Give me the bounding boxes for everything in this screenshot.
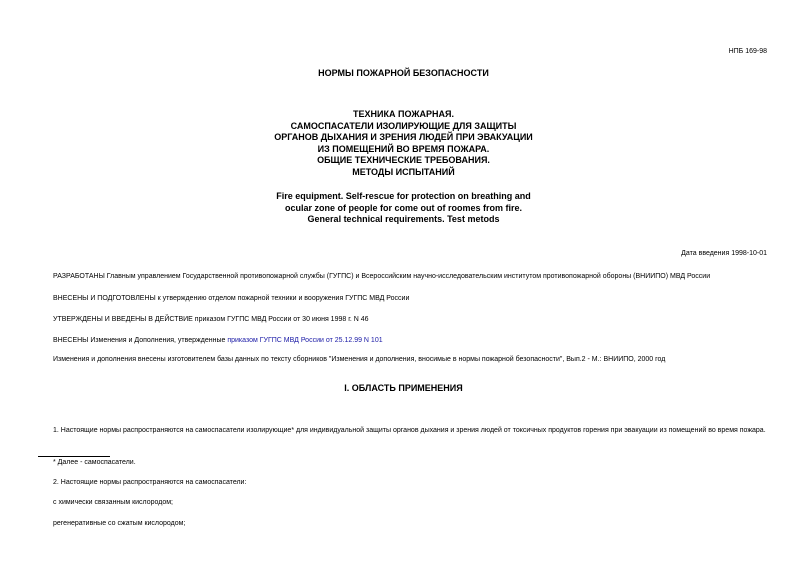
clause-2: 2. Настоящие нормы распространяются на самоспасатели: xyxy=(53,479,247,486)
english-title-line: Fire equipment. Self-rescue for protection on breathing and xyxy=(276,191,531,201)
title-line: ОБЩИЕ ТЕХНИЧЕСКИЕ ТРЕБОВАНИЯ. xyxy=(317,155,490,165)
list-item: с химически связанным кислородом; xyxy=(53,499,173,506)
amendments-prefix: ВНЕСЕНЫ Изменения и Дополнения, утвержденные xyxy=(53,337,228,344)
clause-1: 1. Настоящие нормы распространяются на самоспасатели изолирующие* для индивидуальной защиты органов дыхания и зрения людей от токсичных продуктов горения при эвакуации из помещений во время пожара. xyxy=(53,427,766,434)
section-title: I. ОБЛАСТЬ ПРИМЕНЕНИЯ xyxy=(344,383,463,393)
title-line: МЕТОДЫ ИСПЫТАНИЙ xyxy=(352,166,455,177)
document-title xyxy=(0,109,807,178)
effective-date: Дата введения 1998-10-01 xyxy=(681,250,767,257)
main-title: НОРМЫ ПОЖАРНОЙ БЕЗОПАСНОСТИ xyxy=(318,68,489,78)
footnote: * Далее - самоспасатели. xyxy=(53,459,136,466)
amendments-order-link[interactable]: приказом ГУГПС МВД России от 25.12.99 N 101 xyxy=(227,337,383,344)
english-title-line: General technical requirements. Test metods xyxy=(307,214,500,224)
document-code: НПБ 169-98 xyxy=(728,48,767,55)
title-line: САМОСПАСАТЕЛИ ИЗОЛИРУЮЩИЕ ДЛЯ ЗАЩИТЫ xyxy=(290,120,517,131)
introduced-paragraph: ВНЕСЕНЫ И ПОДГОТОВЛЕНЫ к утверждению отделом пожарной техники и вооружения ГУГПС МВД России xyxy=(53,295,410,302)
english-title xyxy=(0,191,807,226)
developed-paragraph: РАЗРАБОТАНЫ Главным управлением Государственной противопожарной службы (ГУГПС) и Всероссийским научно-исследовательским институтом противопожарной обороны (ВНИИПО) МВД России xyxy=(53,273,711,280)
approved-paragraph: УТВЕРЖДЕНЫ И ВВЕДЕНЫ В ДЕЙСТВИЕ приказом ГУГПС МВД России от 30 июня 1998 г. N 46 xyxy=(53,316,369,323)
amendments-note: Изменения и дополнения внесены изготовителем базы данных по тексту сборников "Изменения и дополнения, вносимые в нормы пожарной безопасности", Вып.2 - М.: ВНИИПО, 2000 год xyxy=(53,356,666,363)
amendments-paragraph xyxy=(53,337,383,344)
title-line: ИЗ ПОМЕЩЕНИЙ ВО ВРЕМЯ ПОЖАРА. xyxy=(317,143,490,154)
title-line: ОРГАНОВ ДЫХАНИЯ И ЗРЕНИЯ ЛЮДЕЙ ПРИ ЭВАКУАЦИИ xyxy=(274,132,533,142)
english-title-line: ocular zone of people for come out of roomes from fire. xyxy=(284,202,523,213)
footnote-divider xyxy=(38,456,110,457)
title-line: ТЕХНИКА ПОЖАРНАЯ. xyxy=(353,109,454,119)
list-item: регенеративные со сжатым кислородом; xyxy=(53,520,186,527)
